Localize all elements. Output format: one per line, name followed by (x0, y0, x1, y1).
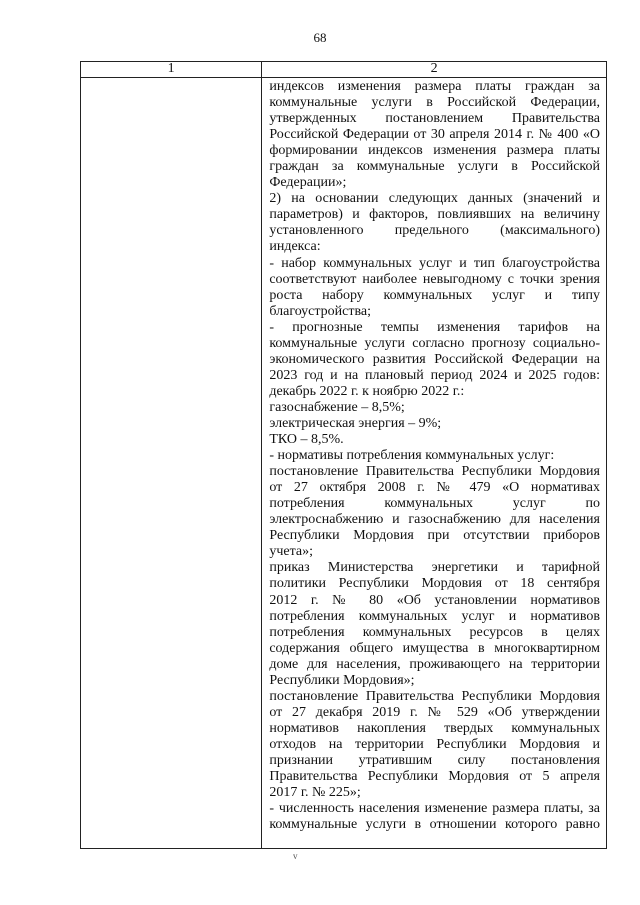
text-line: приказ Министерства энергетики и тарифной (269, 560, 600, 576)
text-line: индекса: (269, 239, 321, 255)
text-line: экономического развития Российской Федерации на (269, 351, 600, 367)
text-line: коммунальные услуги согласно прогнозу социально- (269, 335, 600, 351)
text-line: благоустройства; (269, 303, 372, 319)
text-line: граждан за коммунальные услуги в Российской (269, 159, 600, 175)
text-line: роста набору коммунальных услуг и типу (269, 287, 600, 303)
document-table (80, 61, 607, 849)
text-line: Российской Федерации от 30 апреля 2014 г. № 400 «О (269, 127, 600, 143)
text-line: коммунальные услуги в Российской Федерации, (269, 95, 600, 111)
text-line: учета»; (269, 544, 313, 560)
cell-text (262, 78, 606, 833)
text-line: от 27 октября 2008 г. № 479 «О нормативах (269, 480, 600, 496)
column-header-2: 2 (262, 62, 607, 78)
column-header-1: 1 (81, 62, 262, 78)
text-line: - нормативы потребления коммунальных услуг: (269, 448, 555, 464)
text-line: постановление Правительства Республики Мордовия (269, 464, 600, 480)
column-1-cell (81, 78, 262, 849)
text-line: утвержденных постановлением Правительства (269, 111, 600, 127)
text-line: электроснабжению и газоснабжению для населения (269, 512, 600, 528)
text-line: - прогнозные темпы изменения тарифов на (269, 319, 600, 335)
text-line: отходов на территории Республики Мордовия и (269, 736, 600, 752)
text-line: Правительства Республики Мордовия от 5 апреля (269, 769, 600, 785)
text-line: 2) на основании следующих данных (значений и (269, 191, 600, 207)
page-number: 68 (313, 30, 327, 45)
text-line: Республики Мордовия при отсутствии приборов (269, 528, 600, 544)
text-line: формировании индексов изменения размера платы (269, 143, 600, 159)
text-line: 2017 г. № 225»; (269, 785, 361, 801)
text-line: 2023 год и на плановый период 2024 и 2025 годов: (269, 367, 600, 383)
table-header-row (81, 62, 607, 78)
footer-mark: v (293, 851, 298, 861)
text-line: установленного предельного (максимального) (269, 223, 600, 239)
text-line: 2012 г. № 80 «Об установлении нормативов (269, 592, 600, 608)
text-line: нормативов накопления твердых коммунальных (269, 720, 600, 736)
table-row (81, 78, 607, 849)
text-line: электрическая энергия – 9%; (269, 415, 442, 431)
text-line: Республики Мордовия»; (269, 672, 415, 688)
text-line: доме для населения, проживающего на территории (269, 656, 600, 672)
text-line: потребления коммунальных услуг и нормативов (269, 608, 600, 624)
text-line: Федерации»; (269, 175, 347, 191)
text-line: политики Республики Мордовия от 18 сентября (269, 576, 600, 592)
text-line: от 27 декабря 2019 г. № 529 «Об утверждении (269, 704, 600, 720)
text-line: содержания общего имущества в многоквартирном (269, 640, 600, 656)
text-line: газоснабжение – 8,5%; (269, 399, 405, 415)
column-2-cell (262, 78, 607, 849)
text-line: - численность населения изменение размера платы, за (269, 801, 600, 817)
text-line: декабрь 2022 г. к ноябрю 2022 г.: (269, 383, 465, 399)
text-line: постановление Правительства Республики Мордовия (269, 688, 600, 704)
text-line: параметров) и факторов, повлиявших на величину (269, 207, 600, 223)
text-line: соответствуют наиболее невыгодному с точки зрения (269, 271, 600, 287)
text-line: коммунальные услуги в отношении которого равно (269, 817, 600, 833)
text-line: ТКО – 8,5%. (269, 432, 344, 448)
text-line: индексов изменения размера платы граждан за (269, 79, 600, 94)
text-line: потребления коммунальных услуг по (269, 496, 600, 512)
text-line: признании утратившим силу постановления (269, 752, 600, 768)
text-line: - набор коммунальных услуг и тип благоустройства (269, 255, 600, 271)
text-line: потребления коммунальных ресурсов в целях (269, 624, 600, 640)
